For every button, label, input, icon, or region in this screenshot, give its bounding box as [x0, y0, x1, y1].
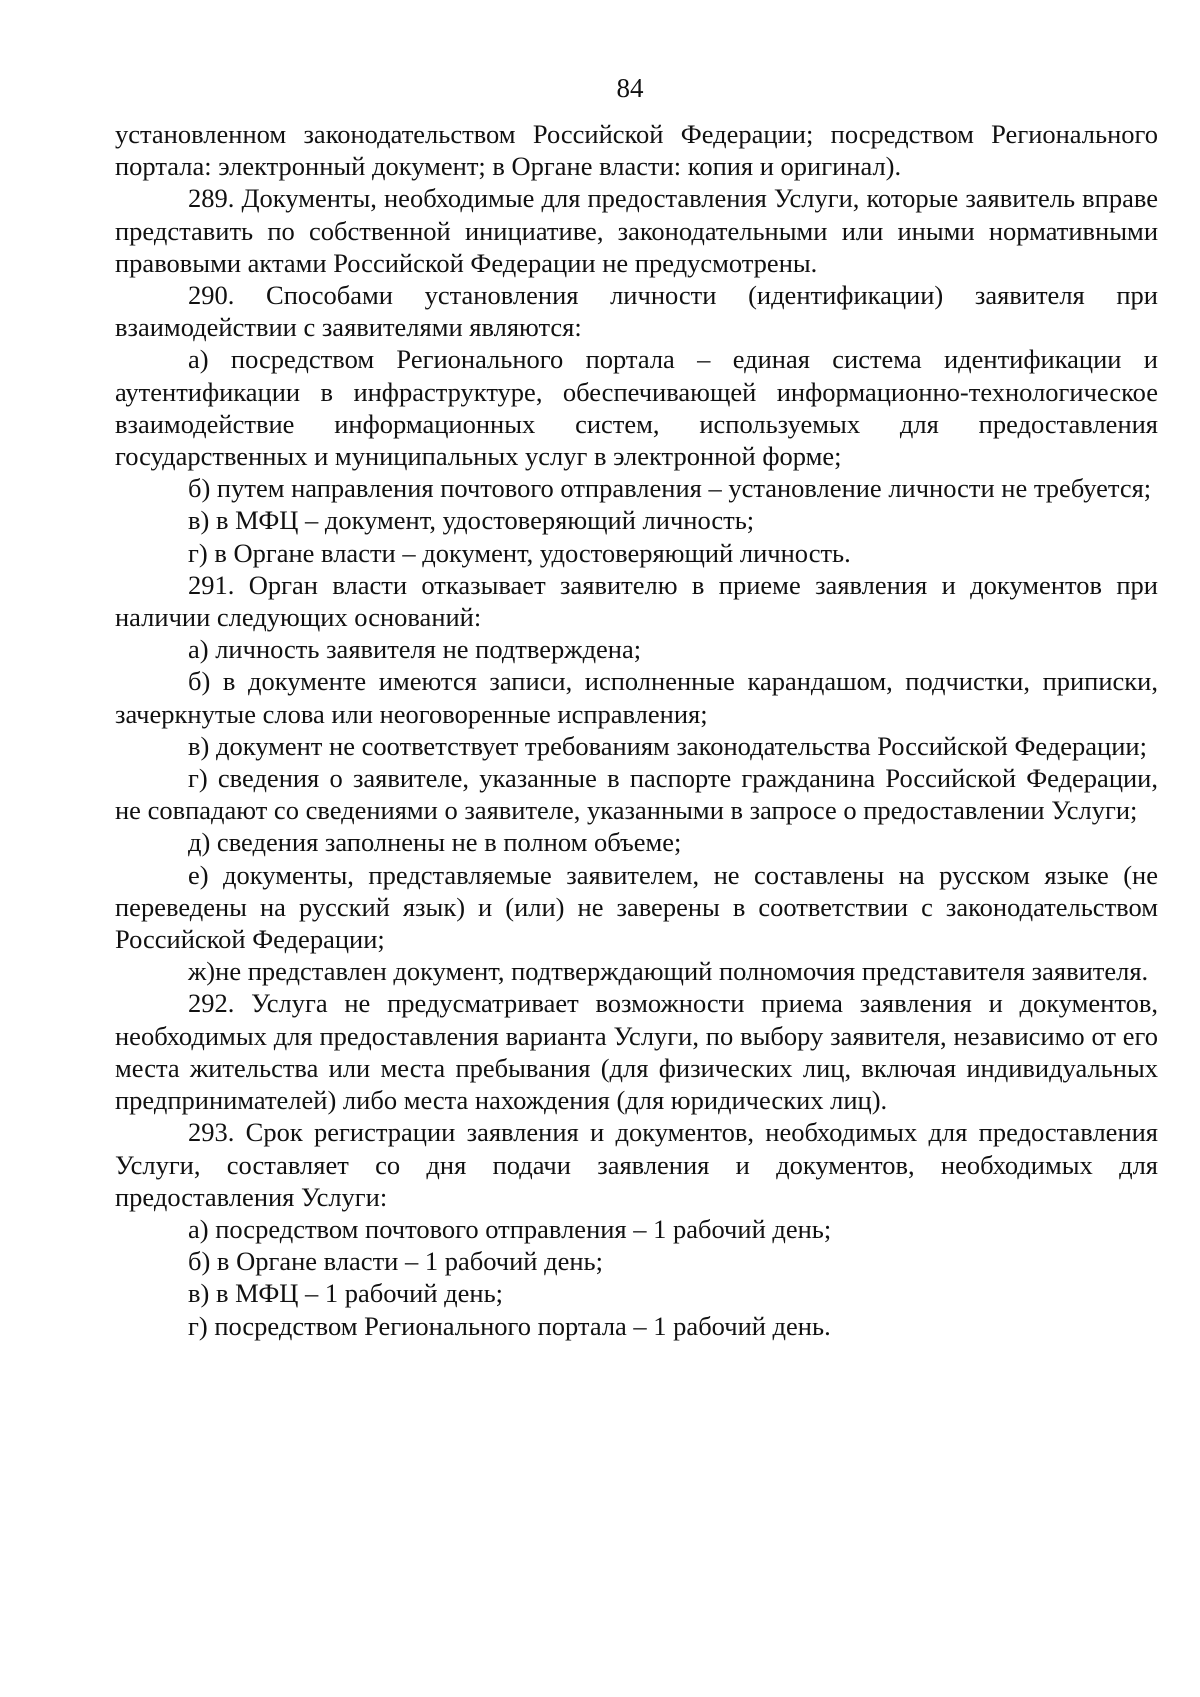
paragraph-continuation: установленном законодательством Российской Федерации; посредством Регионального портала: электронный документ; в Органе власти: копия и оригинал).	[115, 119, 1158, 182]
list-item-290-b: б) путем направления почтового отправления – установление личности не требуется;	[188, 473, 1152, 504]
list-item-293-g: г) посредством Регионального портала – 1 рабочий день.	[188, 1310, 831, 1341]
list-item-291-zh: ж)не представлен документ, подтверждающий полномочия представителя заявителя.	[188, 956, 1149, 987]
list-item-291-g: г) сведения о заявителе, указанные в паспорте гражданина Российской Федерации, не совпадают со сведениями о заявителе, указанными в запросе о предоставлении Услуги;	[115, 763, 1158, 826]
list-item-291-v: в) документ не соответствует требованиям законодательства Российской Федерации;	[188, 730, 1147, 761]
paragraph-291: 291. Орган власти отказывает заявителю в приеме заявления и документов при наличии следующих оснований:	[115, 569, 1158, 633]
list-item-290-a: а) посредством Регионального портала – единая система идентификации и аутентификации в инфраструктуре, обеспечивающей информационно-технологическое взаимодействие информационных систем, используемых для предоставления государственных и муниципальных услуг в электронной форме;	[115, 344, 1158, 472]
list-item-291-a: а) личность заявителя не подтверждена;	[188, 634, 642, 665]
list-item-290-g: г) в Органе власти – документ, удостоверяющий личность.	[188, 537, 851, 568]
paragraph-293: 293. Срок регистрации заявления и документов, необходимых для предоставления Услуги, составляет со дня подачи заявления и документов, необходимых для предоставления Услуги:	[115, 1117, 1158, 1212]
document-body	[115, 118, 1158, 1342]
list-item-293-b: б) в Органе власти – 1 рабочий день;	[188, 1246, 603, 1277]
list-item-293-v: в) в МФЦ – 1 рабочий день;	[188, 1278, 504, 1309]
paragraph-290: 290. Способами установления личности (идентификации) заявителя при взаимодействии с заявителями являются:	[115, 280, 1158, 343]
list-item-291-d: д) сведения заполнены не в полном объеме;	[188, 827, 682, 858]
paragraph-289: 289. Документы, необходимые для предоставления Услуги, которые заявитель вправе представить по собственной инициативе, законодательными или иными нормативными правовыми актами Российской Федерации не предусмотрены.	[115, 183, 1158, 278]
paragraph-292: 292. Услуга не предусматривает возможности приема заявления и документов, необходимых для предоставления варианта Услуги, по выбору заявителя, независимо от его места жительства или места пребывания (для физических лиц, включая индивидуальных предпринимателей) либо места нахождения (для юридических лиц).	[115, 988, 1158, 1116]
list-item-291-e: е) документы, представляемые заявителем, не составлены на русском языке (не переведены на русский язык) и (или) не заверены в соответствии с законодательством Российской Федерации;	[115, 859, 1158, 955]
list-item-293-a: а) посредством почтового отправления – 1 рабочий день;	[188, 1213, 832, 1244]
list-item-290-v: в) в МФЦ – документ, удостоверяющий личность;	[188, 505, 755, 536]
page-number: 84	[616, 73, 644, 103]
list-item-291-b: б) в документе имеются записи, исполненные карандашом, подчистки, приписки, зачеркнутые слова или неоговоренные исправления;	[115, 666, 1158, 729]
